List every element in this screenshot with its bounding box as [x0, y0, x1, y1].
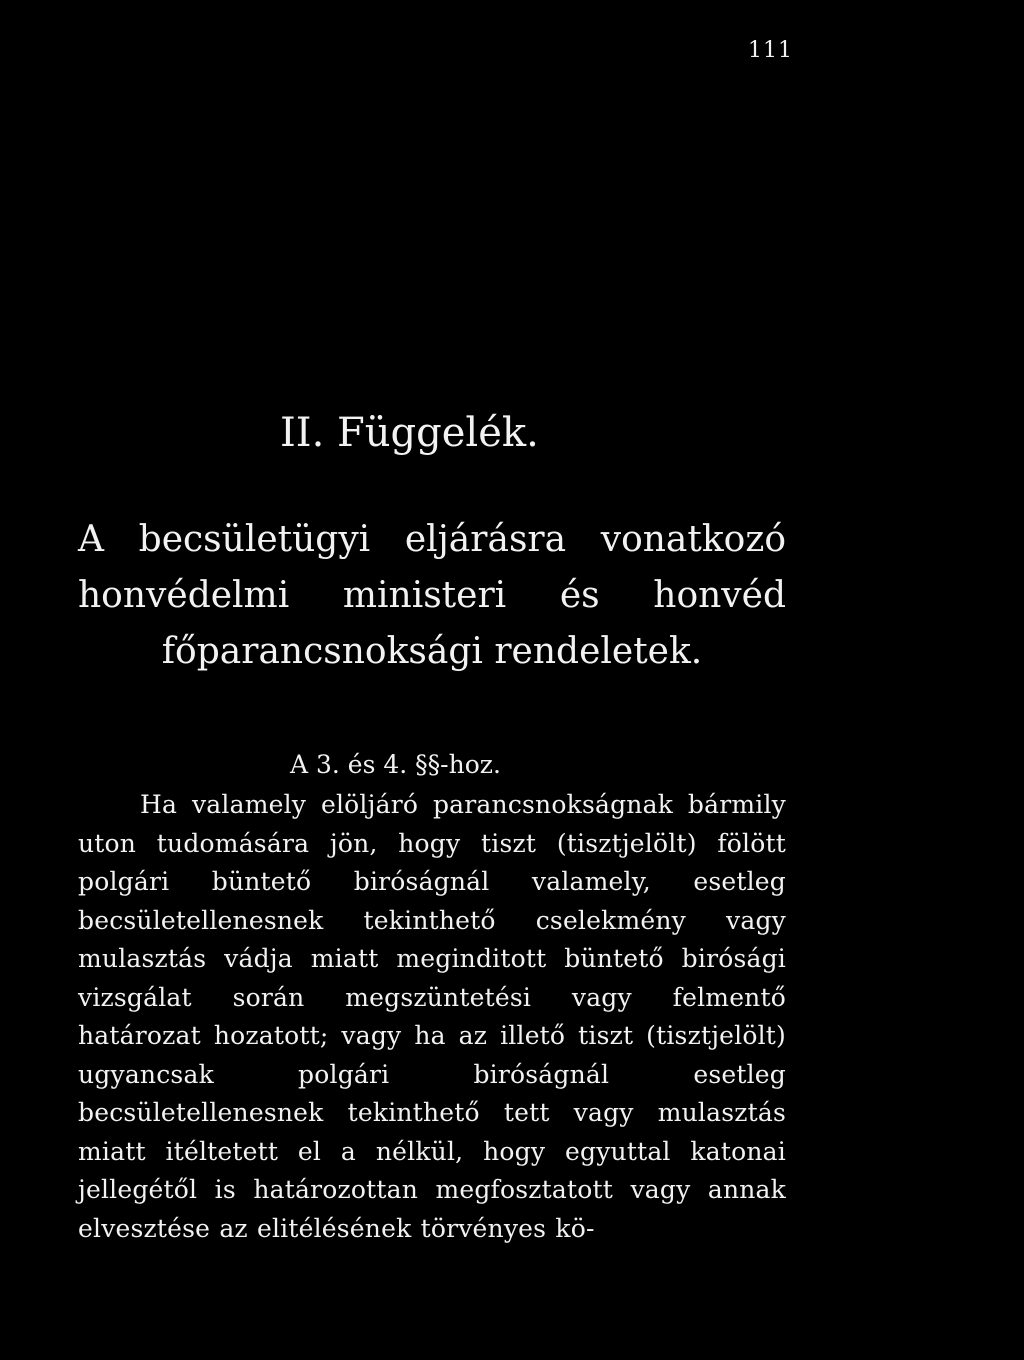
document-title: A becsületügyi eljárásra vonatkozó honvédelmi ministeri és honvéd főparancsnoksági rendeletek. [78, 519, 786, 672]
section-reference: A 3. és 4. §§-hoz. [290, 750, 501, 779]
body-paragraph: Ha valamely elöljáró parancsnokságnak bármily uton tudomására jön, hogy tiszt (tisztjelölt) fölött polgári büntető biróságnál valamely, esetleg becsületellenesnek tekinthető cselekmény vagy mulasztás vádja miatt meginditott büntető birósági vizsgálat során megszüntetési vagy felmentő határozat hozatott; vagy ha az illető tiszt (tisztjelölt) ugyancsak polgári biróságnál esetleg becsületellenesnek tekinthető tett vagy mulasztás miatt itéltetett el a nélkül, hogy egyuttal katonai jellegétől is határozottan megfosztatott vagy annak elvesztése az elitélésének törvényes kö- [78, 790, 786, 1243]
page-number: 111 [748, 38, 793, 63]
appendix-heading: II. Függelék. [280, 410, 539, 456]
